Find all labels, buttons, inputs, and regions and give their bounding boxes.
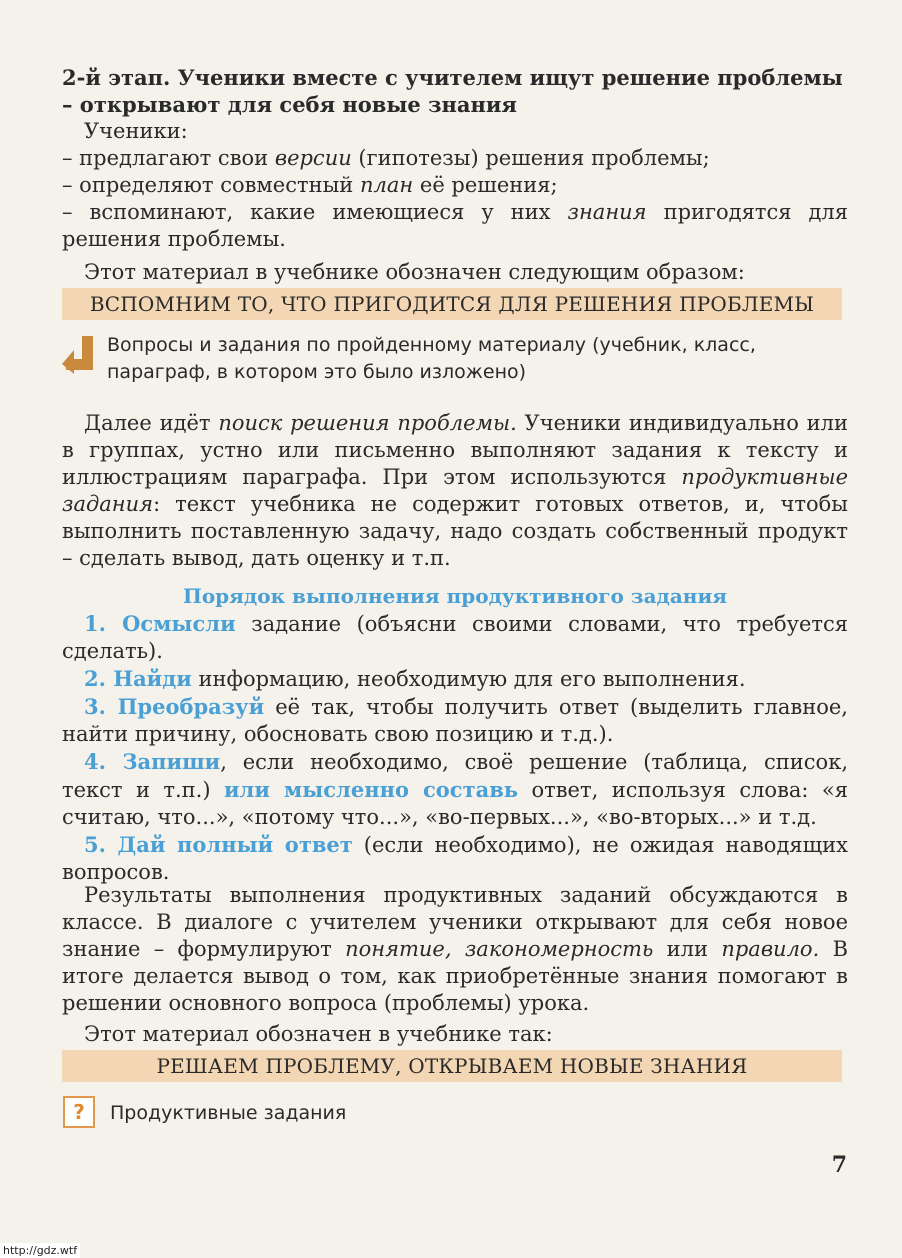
watermark: http://gdz.wtf xyxy=(0,1243,80,1258)
step-1: 1. Осмысли задание (объясни своими словами, что требуется сделать). xyxy=(62,611,848,663)
results-section xyxy=(62,882,848,1048)
results-paragraph: Результаты выполнения продуктивных заданий обсуждаются в классе. В диалоге с учителем ученики открывают для себя новое знание – формулируют понятие, закономерность или правило. В итоге делается вывод о том, как приобретённые знания помогают в решении основного вопроса (проблемы) урока. xyxy=(62,883,849,1015)
productive-tasks-label: Продуктивные задания xyxy=(110,1102,347,1124)
arrow-note-block xyxy=(107,332,848,386)
search-section xyxy=(62,410,848,572)
stage-heading: 2-й этап. Ученики вместе с учителем ищут решение проблемы – открывают для себя новые знания xyxy=(62,65,843,117)
step-3: 3. Преобразуй её так, чтобы получить ответ (выделить главное, найти причину, обосновать свою позицию и т.д.). xyxy=(62,694,848,746)
band-solve: РЕШАЕМ ПРОБЛЕМУ, ОТКРЫВАЕМ НОВЫЕ ЗНАНИЯ xyxy=(62,1050,842,1082)
step-2: 2. Найди информацию, необходимую для его выполнения. xyxy=(84,666,746,691)
bullet-3: – вспоминают, какие имеющиеся у них знания пригодятся для решения проблемы. xyxy=(62,200,848,251)
bullet-1: – предлагают свои версии (гипотезы) решения проблемы; xyxy=(62,146,710,170)
order-heading: Порядок выполнения продуктивного задания xyxy=(182,584,728,608)
step-5: 5. Дай полный ответ (если необходимо), не ожидая наводящих вопросов. xyxy=(62,832,848,884)
bullet-2: – определяют совместный план её решения; xyxy=(62,173,558,197)
search-paragraph: Далее идёт поиск решения проблемы. Ученики индивидуально или в группах, устно или письменно выполняют задания к тексту и иллюстрациям параграфа. При этом используются продуктивные задания: текст учебника не содержит готовых ответов, и, чтобы выполнить поставленную задачу, надо создать собственный продукт – сделать вывод, дать оценку и т.п. xyxy=(62,411,849,570)
page-number: 7 xyxy=(831,1152,847,1178)
arrow-note: Вопросы и задания по пройденному материалу (учебник, класс, параграф, в котором это было изложено) xyxy=(107,334,756,383)
return-arrow-icon xyxy=(62,334,96,374)
marker-intro-2: Этот материал обозначен в учебнике так: xyxy=(84,1022,553,1046)
marker-intro: Этот материал в учебнике обозначен следующим образом: xyxy=(84,260,745,284)
steps-list xyxy=(62,610,848,886)
band-recall: ВСПОМНИМ ТО, ЧТО ПРИГОДИТСЯ ДЛЯ РЕШЕНИЯ ПРОБЛЕМЫ xyxy=(62,288,842,320)
stage-section xyxy=(62,64,848,286)
question-icon: ? xyxy=(63,1096,95,1128)
students-label: Ученики: xyxy=(84,119,188,143)
step-4: 4. Запиши, если необходимо, своё решение (таблица, список, текст и т.п.) или мысленно составь ответ, используя слова: «я считаю, что...», «потому что...», «во-первых...», «во-вторых...» и т.д. xyxy=(62,749,849,829)
